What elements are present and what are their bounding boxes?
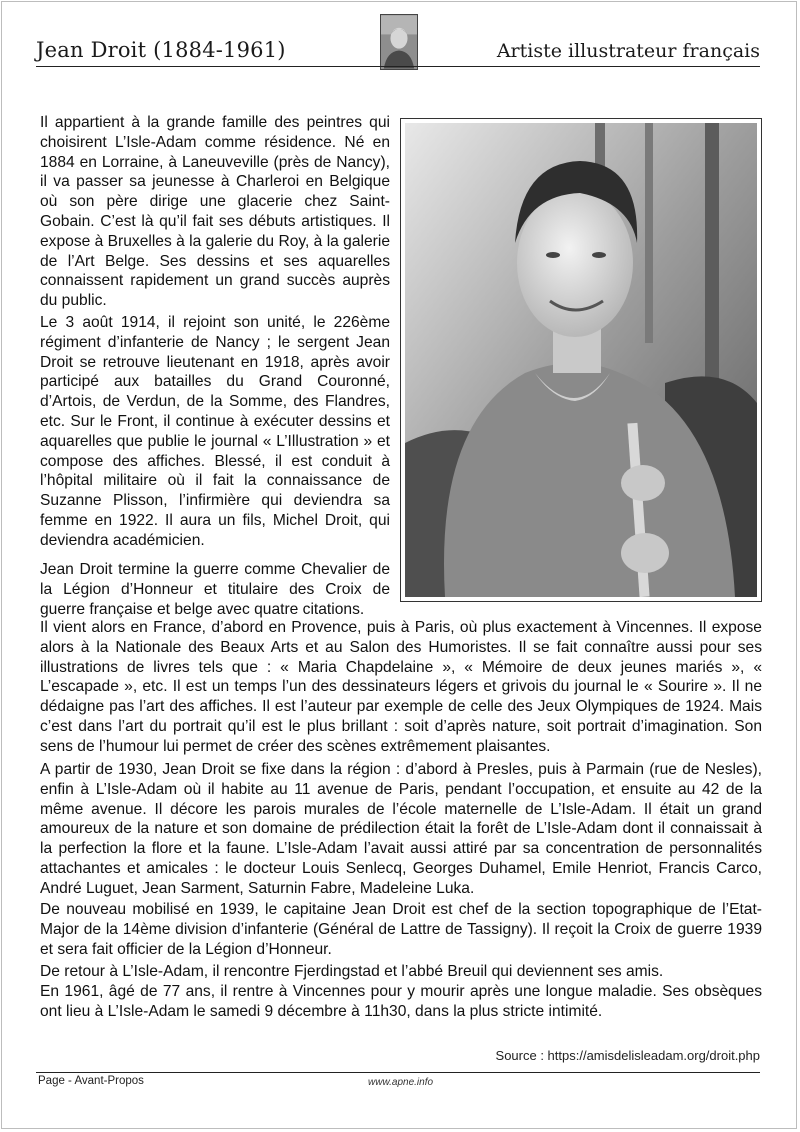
header-portrait-thumbnail (380, 14, 418, 70)
paragraph-war-1914: Le 3 août 1914, il rejoint son unité, le 226ème régiment d’infanterie de Nancy ; le sergent Jean Droit se retrouve lieutenant en 1918, après avoir participé aux batailles du Grand Couronné, d’Artois, de Verdun, de la Somme, des Flandres, etc. Sur le Front, il continue à exécuter dessins et aquarelles que publie le journal « L’Illustration » et compose des affiches. Blessé, il est conduit à l’hôpital militaire où il fait la connaissance de Suzanne Plisson, l’infirmière qui deviendra sa femme en 1922. Il aura un fils, Michel Droit, qui deviendra académicien. (40, 314, 390, 549)
paragraph-decorations: Jean Droit termine la guerre comme Chevalier de la Légion d’Honneur et titulaire des Croix de guerre française et belge avec quatre citations. (40, 561, 390, 618)
footer-page-label: Page - Avant-Propos (38, 1075, 144, 1087)
header-divider (36, 66, 760, 67)
footer-divider (36, 1072, 760, 1073)
source-citation: Source : https://amisdelisleadam.org/droit.php (495, 1048, 760, 1063)
portrait-photo-image (405, 123, 757, 597)
paragraph-isle-adam: A partir de 1930, Jean Droit se fixe dans la région : d’abord à Presles, puis à Parmain (rue de Nesles), enfin à L’Isle-Adam où il habite au 11 avenue de Paris, pendant l’occupation, et ensuite au 42 de la même avenue. Il décore les parois murales de l’école maternelle de L’Isle-Adam. Il était un grand amoureux de la nature et son domaine de prédilection était la forêt de L’Isle-Adam dont il connaissait à la perfection la flore et la faune. L’Isle-Adam l’avait aussi attiré par sa concentration de personnalités attachantes et amicales : le docteur Louis Senlecq, Georges Duhamel, Emile Henriot, Francis Carco, André Luguet, Jean Sarment, Saturnin Fabre, Madeleine Luka. (40, 761, 762, 897)
paragraph-career: Il vient alors en France, d’abord en Provence, puis à Paris, où plus exactement à Vincennes. Il expose alors à la Nationale des Beaux Arts et au Salon des Humoristes. Il se fait connaître aussi pour ses illustrations de livres tels que : « Maria Chapdelaine », « Mémoire de deux jeunes mariés », « L’escapade », etc. Il est un temps l’un des dessinateurs légers et grivois du journal le « Sourire ». Il ne dédaigne pas l’art des affiches. Il est l’auteur par exemple de celle des Jeux Olympiques de 1924. Mais c’est dans l’art du portrait qu’il est le plus brillant : soit d’après nature, soit portrait d’imagination. Son sens de l’humour lui permet de créer des scènes extrêmement plaisantes. (40, 619, 762, 755)
footer-website: www.apne.info (368, 1077, 434, 1088)
paragraph-return: De retour à L’Isle-Adam, il rencontre Fjerdingstad et l’abbé Breuil qui deviennent ses amis. (40, 963, 664, 980)
paragraph-intro: Il appartient à la grande famille des peintres qui choisirent L’Isle-Adam comme résidence. Né en 1884 en Lorraine, à Laneuveville (près de Nancy), il va passer sa jeunesse à Charleroi en Belgique où son père dirige une glacerie chez Saint-Gobain. C’est là qu’il fait ses débuts artistiques. Il expose à Bruxelles à la galerie du Roy, à la galerie de l’Art Belge. Ses dessins et ses aquarelles connaissent rapidement un grand succès auprès du public. (40, 114, 390, 310)
portrait-photo (400, 118, 762, 602)
header-subtitle: Artiste illustrateur français (496, 40, 760, 62)
paragraph-war-1939: De nouveau mobilisé en 1939, le capitaine Jean Droit est chef de la section topographique de l’Etat-Major de la 14ème division d’infanterie (Général de Lattre de Tassigny). Il reçoit la Croix de guerre 1939 et sera fait officier de la Légion d’Honneur. (40, 901, 762, 958)
paragraph-death: En 1961, âgé de 77 ans, il rentre à Vincennes pour y mourir après une longue maladie. Ses obsèques ont lieu à L’Isle-Adam le samedi 9 décembre à 11h30, dans la plus stricte intimité. (40, 983, 762, 1020)
header-title: Jean Droit (1884-1961) (36, 38, 286, 62)
